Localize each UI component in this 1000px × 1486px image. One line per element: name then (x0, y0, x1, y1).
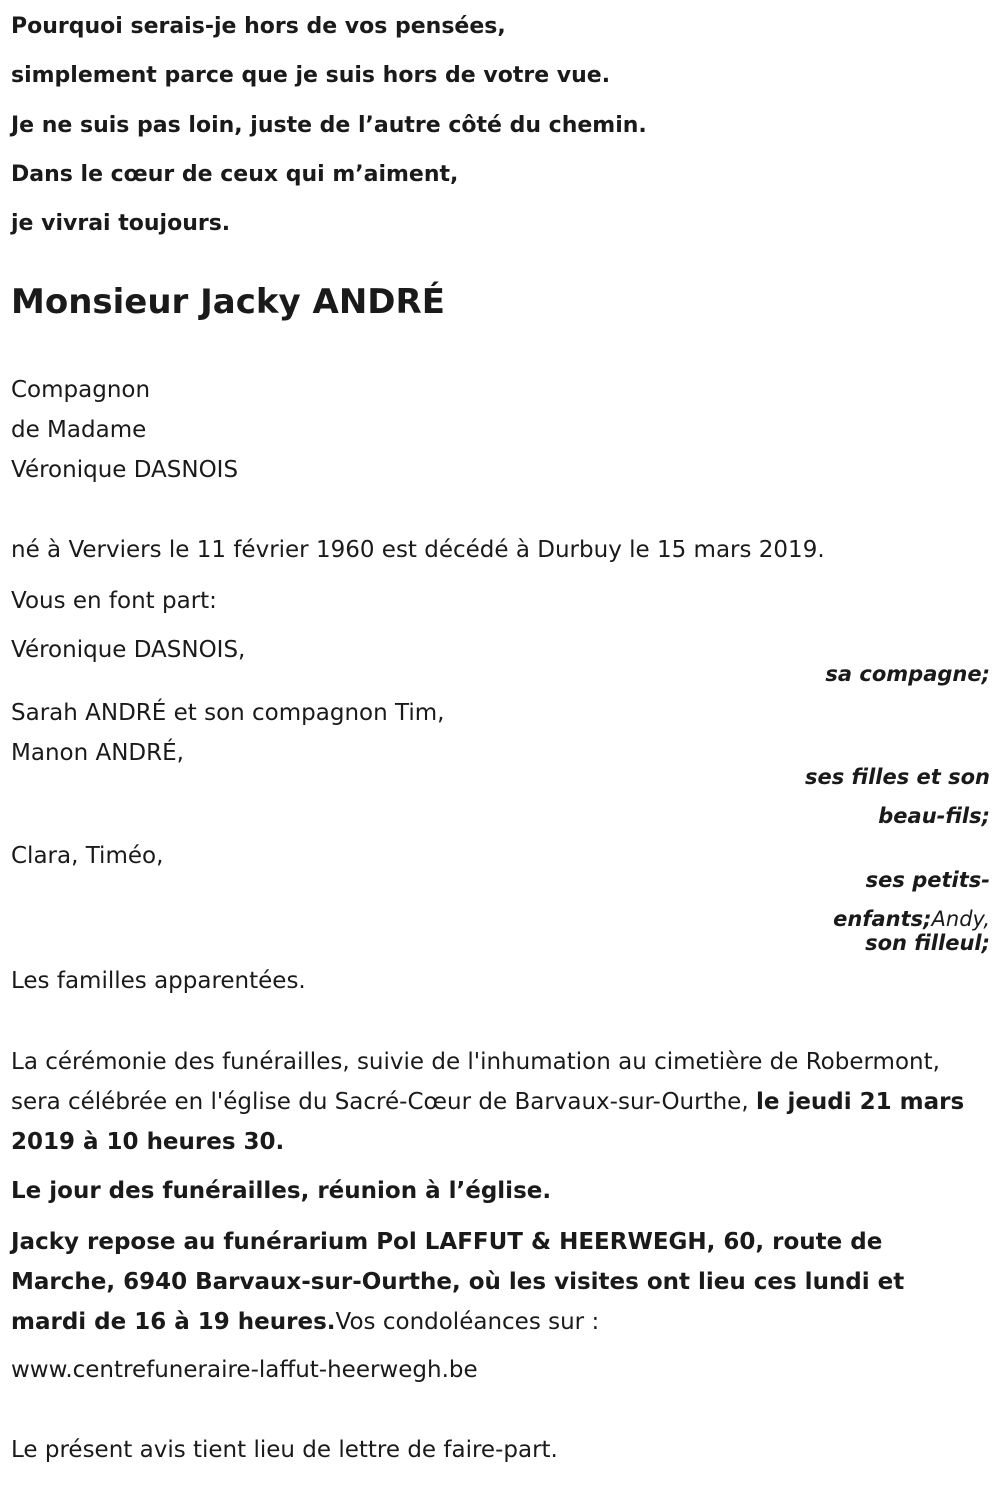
rest-place-paragraph (11, 1222, 986, 1342)
relatives-line: Les familles apparentées. (11, 968, 306, 994)
deceased-name: Monsieur Jacky ANDRÉ (11, 282, 445, 322)
children-relation-1: ses filles et son (804, 765, 990, 789)
poem-line-5: je vivrai toujours. (11, 211, 231, 236)
children-line-2: Manon ANDRÉ, (11, 740, 184, 766)
birth-death-line: né à Verviers le 11 février 1960 est décédé à Durbuy le 15 mars 2019. (11, 537, 825, 563)
condolences-text: Vos condoléances sur : (335, 1309, 600, 1335)
closing-line: Le présent avis tient lieu de lettre de faire-part. (11, 1437, 558, 1463)
rest-place-text: Jacky repose au funérarium Pol LAFFUT & HEERWEGH, 60, route de Marche, 6940 Barvaux-sur-Ourthe, où les visites ont lieu ces lundi et mardi de 16 à 19 heures. (11, 1229, 905, 1335)
godson-relation: son filleul; (865, 931, 990, 955)
poem-line-4: Dans le cœur de ceux qui m’aiment, (11, 162, 459, 187)
role-line-2: de Madame (11, 417, 147, 443)
partner-relation: sa compagne; (825, 662, 990, 686)
godson-name: Andy, (931, 907, 990, 931)
ceremony-date: le jeudi 21 mars 2019 à 10 heures 30. (11, 1089, 965, 1155)
poem-line-1: Pourquoi serais-je hors de vos pensées, (11, 14, 506, 39)
gathering-line: Le jour des funérailles, réunion à l’église. (11, 1178, 552, 1204)
grandchildren-relation-1: ses petits- (865, 868, 990, 892)
children-relation-2: beau-fils; (878, 804, 990, 828)
poem-line-2: simplement parce que je suis hors de votre vue. (11, 63, 611, 88)
website-link[interactable]: www.centrefuneraire-laffut-heerwegh.be (11, 1357, 478, 1383)
ceremony-text: La cérémonie des funérailles, suivie de l'inhumation au cimetière de Robermont, sera célébrée en l'église du Sacré-Cœur de Barvaux-sur-Ourthe, (11, 1049, 940, 1115)
children-line-1: Sarah ANDRÉ et son compagnon Tim, (11, 700, 445, 726)
poem-line-3: Je ne suis pas loin, juste de l’autre côté du chemin. (11, 113, 647, 138)
family-intro: Vous en font part: (11, 588, 217, 614)
grandchildren-names: Clara, Timéo, (11, 843, 164, 869)
role-line-3: Véronique DASNOIS (11, 457, 239, 483)
grandchildren-relation-2-text: enfants; (833, 907, 932, 931)
grandchildren-relation-2 (833, 907, 990, 931)
partner-name: Véronique DASNOIS, (11, 637, 246, 663)
ceremony-paragraph (11, 1042, 986, 1162)
role-line-1: Compagnon (11, 377, 151, 403)
